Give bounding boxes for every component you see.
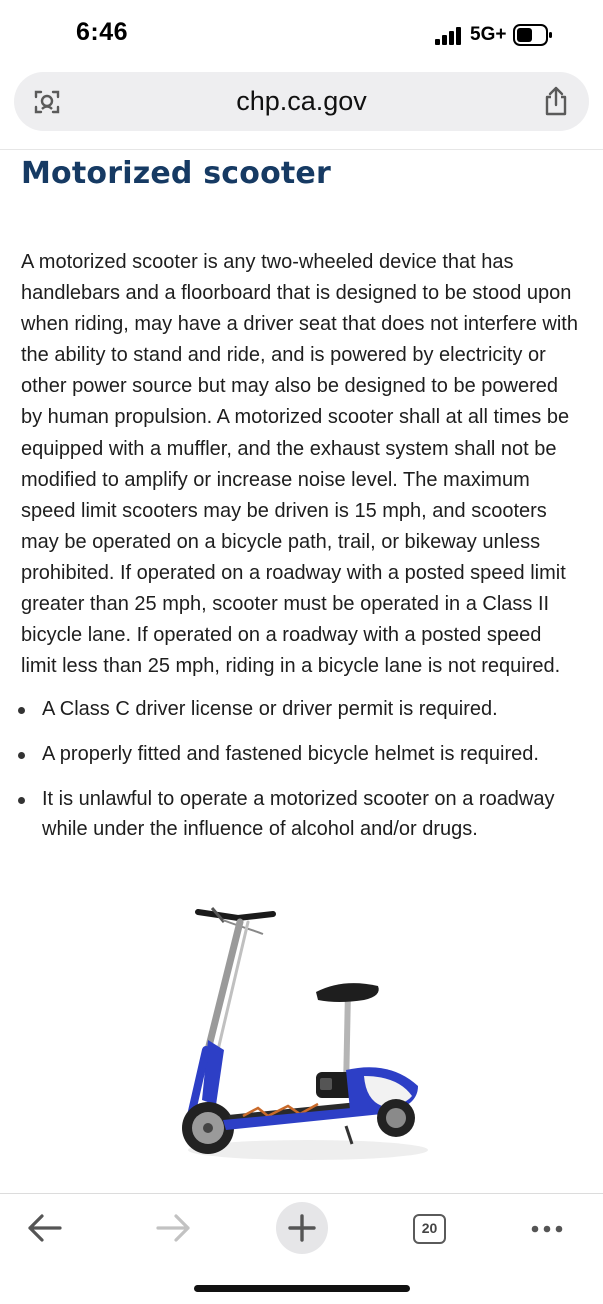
article: [21, 152, 586, 859]
bullet-icon: [18, 752, 25, 759]
divider: [0, 149, 603, 150]
status-bar: [0, 0, 603, 70]
back-arrow-icon: [20, 1204, 70, 1254]
address-bar[interactable]: [14, 72, 589, 131]
scooter-image: [168, 900, 438, 1180]
more-button[interactable]: [522, 1204, 572, 1254]
bullet-icon: [18, 707, 25, 714]
new-tab-button[interactable]: [276, 1202, 328, 1254]
tab-count: 20: [421, 1220, 438, 1236]
status-time: 6:46: [76, 18, 129, 46]
list-item: [21, 739, 586, 769]
tabs-icon: [413, 1214, 446, 1244]
forward-button[interactable]: [148, 1204, 198, 1254]
requirements-list: [21, 694, 586, 844]
forward-arrow-icon: [148, 1204, 198, 1254]
signal-strength-icon: [434, 26, 464, 46]
url-text[interactable]: chp.ca.gov: [236, 86, 367, 116]
back-button[interactable]: [20, 1204, 70, 1254]
more-icon: [522, 1204, 572, 1254]
list-item-text: A Class C driver license or driver permit is required.: [42, 698, 498, 721]
tabs-button[interactable]: [404, 1204, 454, 1254]
list-item: [21, 694, 586, 724]
article-body: A motorized scooter is any two-wheeled device that has handlebars and a floorboard that is designed to be stood upon when riding, may have a driver seat that does not interfere with the ability to stand and ride, and is powered by electricity or other power source but may also be designed to be powered by human propulsion. A motorized scooter shall at all times be equipped with a muffler, and the exhaust system shall not be modified to amplify or increase noise level. The maximum speed limit scooters may be driven is 15 mph, and scooters may be operated on a bicycle path, trail, or bikeway unless prohibited. If operated on a roadway with a posted speed limit greater than 25 mph, scooter must be operated in a Class II bicycle lane. If operated on a roadway with a posted speed limit less than 25 mph, riding in a bicycle lane is not required.: [21, 251, 578, 678]
page-title: Motorized scooter: [21, 156, 331, 191]
network-label: 5G+: [470, 24, 507, 45]
list-item-text: It is unlawful to operate a motorized scooter on a roadway while under the influence of alcohol and/or drugs.: [42, 788, 555, 841]
share-icon[interactable]: [541, 85, 571, 117]
home-indicator: [194, 1285, 410, 1292]
bullet-icon: [18, 797, 25, 804]
list-item-text: A properly fitted and fastened bicycle helmet is required.: [42, 743, 539, 766]
list-item: [21, 784, 586, 844]
plus-icon: [276, 1202, 328, 1254]
battery-icon: [513, 24, 553, 46]
